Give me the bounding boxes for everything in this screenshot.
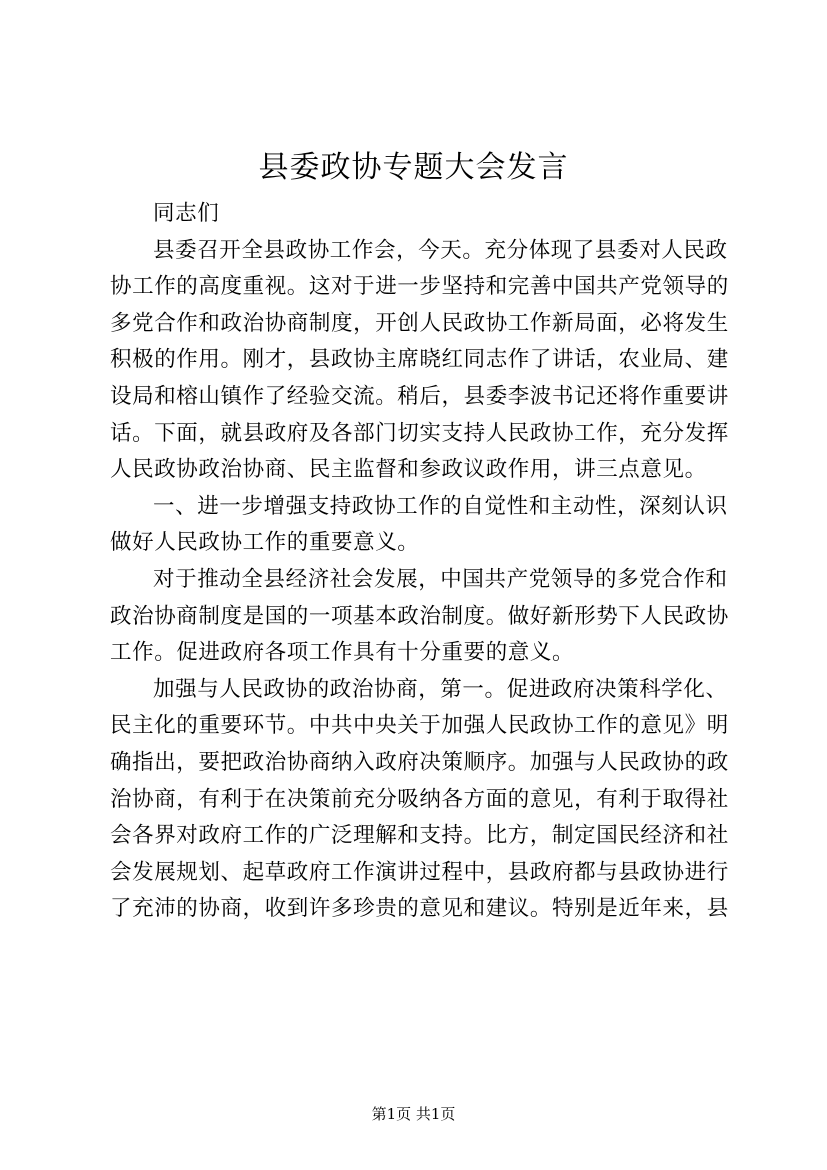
paragraph-line: 工作。促进政府各项工作具有十分重要的意义。 — [110, 640, 575, 666]
paragraph-line: 政治协商制度是国的一项基本政治制度。做好新形势下人民政协 — [110, 603, 729, 629]
page-footer: 第1页 共1页 — [371, 1105, 456, 1123]
paragraph-line: 多党合作和政治协商制度，开创人民政协工作新局面，必将发生 — [110, 310, 729, 336]
paragraph-line: 话。下面，就县政府及各部门切实支持人民政协工作，充分发挥 — [110, 420, 729, 446]
paragraph-line: 积极的作用。刚才，县政协主席晓红同志作了讲话，农业局、建 — [110, 347, 729, 373]
paragraph-line: 会发展规划、起草政府工作演讲过程中，县政府都与县政协进行 — [110, 859, 729, 885]
paragraph-line: 会各界对政府工作的广泛理解和支持。比方，制定国民经济和社 — [110, 823, 729, 849]
paragraph-line: 协工作的高度重视。这对于进一步坚持和完善中国共产党领导的 — [110, 274, 729, 300]
paragraph-line: 设局和榕山镇作了经验交流。稍后，县委李波书记还将作重要讲 — [110, 383, 729, 409]
paragraph-line: 民主化的重要环节。中共中央关于加强人民政协工作的意见》明 — [110, 713, 729, 739]
document-body — [110, 196, 729, 928]
paragraph-line: 确指出，要把政治协商纳入政府决策顺序。加强与人民政协的政 — [110, 749, 729, 775]
paragraph-line: 人民政协政治协商、民主监督和参政议政作用，讲三点意见。 — [110, 457, 707, 483]
salutation-line: 同志们 — [153, 201, 220, 226]
paragraph-line: 加强与人民政协的政治协商，第一。促进政府决策科学化、 — [153, 676, 728, 702]
paragraph-line: 对于推动全县经济社会发展，中国共产党领导的多党合作和 — [153, 566, 728, 592]
paragraph-line: 了充沛的协商，收到许多珍贵的意见和建议。特别是近年来，县 — [110, 896, 729, 922]
section-heading-line: 做好人民政协工作的重要意义。 — [110, 530, 420, 556]
section-heading-line: 一、进一步增强支持政协工作的自觉性和主动性，深刻认识 — [153, 493, 728, 519]
paragraph-line: 治协商，有利于在决策前充分吸纳各方面的意见，有利于取得社 — [110, 786, 729, 812]
document-title: 县委政协专题大会发言 — [258, 150, 569, 185]
paragraph-line: 县委召开全县政协工作会，今天。充分体现了县委对人民政 — [153, 237, 728, 263]
